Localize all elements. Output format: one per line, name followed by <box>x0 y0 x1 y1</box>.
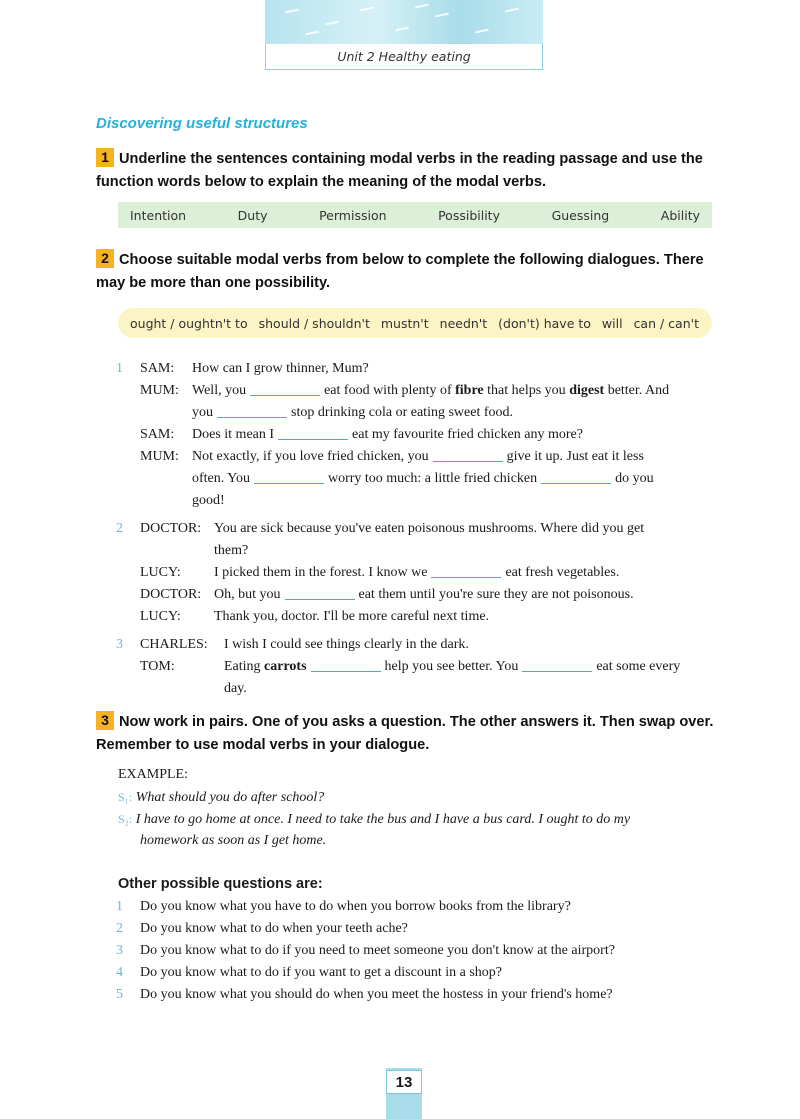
speaker: MUM: <box>140 383 179 398</box>
list-item: 4 Do you know what to do if you want to get a discount in a shop? <box>116 965 503 980</box>
dialogue-line: I picked them in the forest. I know we eat fresh vegetables. <box>214 565 620 580</box>
task-2-text: Choose suitable modal verbs from below to complete the following dialogues. There may be more than one possibility. <box>96 252 704 291</box>
speaker: LUCY: <box>140 609 181 624</box>
speaker: SAM: <box>140 427 175 442</box>
dialogue-index: 2 <box>116 521 123 536</box>
dialogue-3 <box>116 634 716 700</box>
example-text: What should you do after school? <box>135 790 325 805</box>
task-3-number: 3 <box>96 711 114 730</box>
speaker: LUCY: <box>140 565 181 580</box>
example-line-s1 <box>118 786 324 809</box>
answer-blank[interactable] <box>431 563 501 578</box>
dialogue-line: I wish I could see things clearly in the dark. <box>224 637 469 652</box>
answer-blank[interactable] <box>433 447 503 462</box>
dialogue-line: Well, you eat food with plenty of fibre that helps you digest better. And <box>192 383 670 398</box>
answer-blank[interactable] <box>541 469 611 484</box>
dialogue-line: Oh, but you eat them until you're sure they are not poisonous. <box>214 587 634 602</box>
task-3-text: Now work in pairs. One of you asks a question. The other answers it. Then swap over. Remember to use modal verbs in your dialogue. <box>96 714 714 753</box>
modal-verb: will <box>601 315 623 331</box>
dialogue-line: You are sick because you've eaten poisonous mushrooms. Where did you get <box>214 521 645 536</box>
answer-blank[interactable] <box>278 425 348 440</box>
task-2-number: 2 <box>96 249 114 268</box>
modal-verbs-box <box>118 308 712 338</box>
page-number: 13 <box>386 1070 422 1094</box>
list-item: 3 Do you know what to do if you need to meet someone you don't know at the airport? <box>116 943 615 958</box>
speaker: SAM: <box>140 361 175 376</box>
other-questions-title: Other possible questions are: <box>118 876 323 892</box>
list-item: 5 Do you know what you should do when you meet the hostess in your friend's home? <box>116 987 613 1002</box>
function-word: Ability <box>660 207 700 223</box>
speaker: TOM: <box>140 659 175 674</box>
speaker: MUM: <box>140 449 179 464</box>
dialogue-line: day. <box>224 681 247 696</box>
function-word: Permission <box>319 207 387 223</box>
speaker-label: S₁: <box>118 790 133 804</box>
answer-blank[interactable] <box>311 657 381 672</box>
function-words-box <box>118 202 712 228</box>
speaker: CHARLES: <box>140 637 208 652</box>
dialogue-index: 1 <box>116 361 123 376</box>
dialogue-line: Does it mean I eat my favourite fried chicken any more? <box>192 427 583 442</box>
dialogue-line: How can I grow thinner, Mum? <box>192 361 369 376</box>
dialogue-line: Thank you, doctor. I'll be more careful next time. <box>214 609 490 624</box>
answer-blank[interactable] <box>522 657 592 672</box>
function-word: Possibility <box>438 207 500 223</box>
speaker-label: S₂: <box>118 812 133 826</box>
modal-verb: can / can't <box>633 315 699 331</box>
dialogue-1 <box>116 358 716 518</box>
dialogue-line: them? <box>214 543 249 558</box>
task-1-instruction <box>96 148 716 194</box>
page-number-tab <box>386 1068 422 1119</box>
function-word: Intention <box>130 207 187 223</box>
modal-verb: needn't <box>439 315 488 331</box>
speaker: DOCTOR: <box>140 521 202 536</box>
answer-blank[interactable] <box>250 381 320 396</box>
dialogue-2 <box>116 518 716 628</box>
dialogue-line: good! <box>192 493 225 508</box>
task-2-instruction <box>96 249 716 295</box>
dialogue-line: Not exactly, if you love fried chicken, you give it up. Just eat it less <box>192 449 644 464</box>
dialogue-line: often. You worry too much: a little fried chicken do you <box>192 471 654 486</box>
dialogue-line: you stop drinking cola or eating sweet food. <box>192 405 514 420</box>
list-item: 1 Do you know what you have to do when you borrow books from the library? <box>116 899 571 914</box>
task-1-number: 1 <box>96 148 114 167</box>
answer-blank[interactable] <box>285 585 355 600</box>
questions-list <box>116 896 615 1006</box>
task-3-instruction <box>96 711 716 757</box>
function-word: Duty <box>237 207 268 223</box>
header-decoration <box>265 0 543 44</box>
modal-verb: (don't) have to <box>498 315 591 331</box>
modal-verb: ought / oughtn't to <box>130 315 248 331</box>
unit-title: Unit 2 Healthy eating <box>265 44 543 70</box>
example-label: EXAMPLE: <box>118 767 188 782</box>
example-text: I have to go home at once. I need to take the bus and I have a bus card. I ought to do my <box>135 812 631 827</box>
speaker: DOCTOR: <box>140 587 202 602</box>
task-1-text: Underline the sentences containing modal verbs in the reading passage and use the function words below to explain the meaning of the modal verbs. <box>96 151 703 190</box>
example-text: homework as soon as I get home. <box>140 833 327 848</box>
example-line-s2-cont <box>140 830 326 852</box>
answer-blank[interactable] <box>254 469 324 484</box>
modal-verb: mustn't <box>380 315 429 331</box>
section-title: Discovering useful structures <box>96 115 308 132</box>
example-line-s2 <box>118 808 630 831</box>
modal-verb: should / shouldn't <box>258 315 370 331</box>
answer-blank[interactable] <box>217 403 287 418</box>
list-item: 2 Do you know what to do when your teeth ache? <box>116 921 408 936</box>
unit-header <box>265 0 543 70</box>
function-word: Guessing <box>551 207 610 223</box>
dialogue-line: Eating carrots help you see better. You eat some every <box>224 659 681 674</box>
dialogue-index: 3 <box>116 637 123 652</box>
